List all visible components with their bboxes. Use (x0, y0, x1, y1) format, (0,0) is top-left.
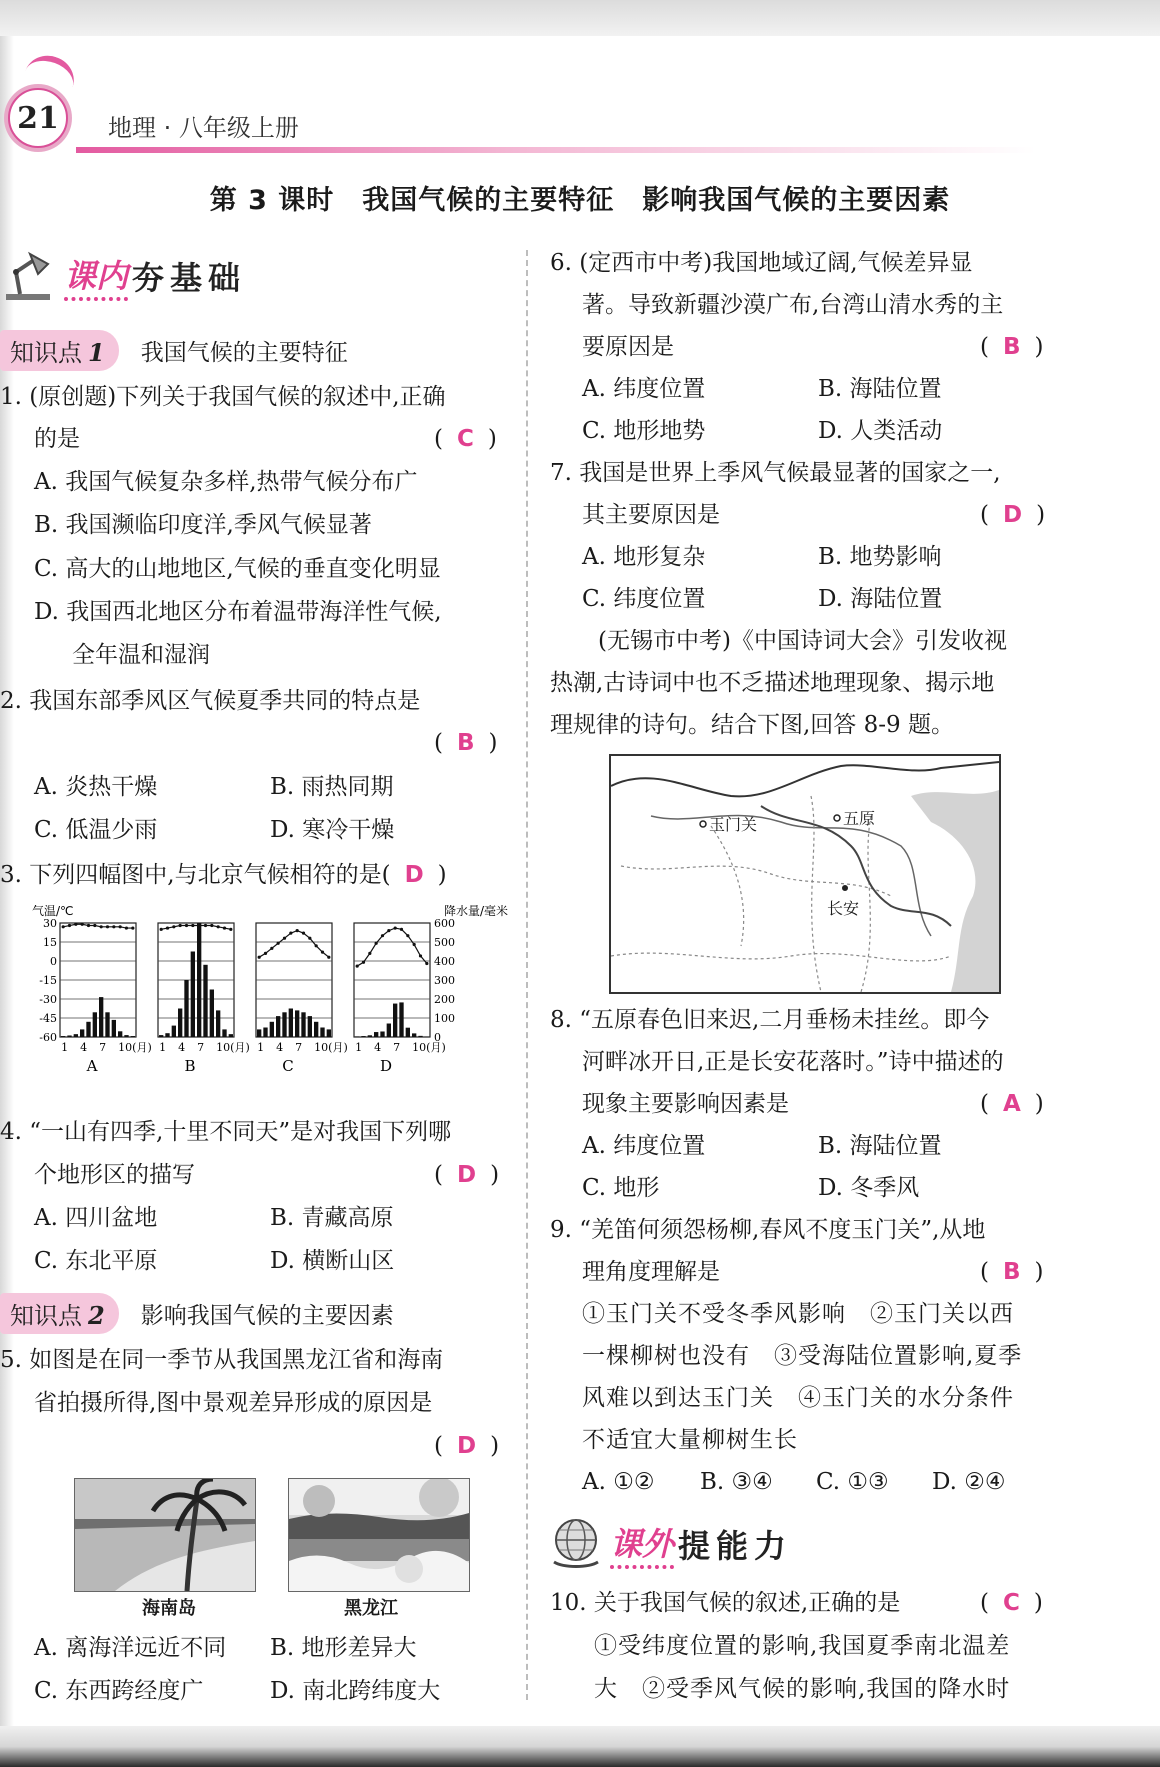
precip-tick-label: 300 (434, 974, 455, 987)
q4-option-d: D. 横断山区 (270, 1248, 395, 1274)
answer-letter: D (456, 1162, 477, 1188)
map-label-wuyuan: 五原 (843, 809, 876, 828)
temp-point-A-6 (93, 924, 96, 927)
q8-line1: 8. “五原春色旧来迟,二月垂杨未挂丝。即今 (550, 1007, 990, 1033)
x-tick-label: 1 (61, 1041, 69, 1054)
top-edge (0, 0, 1160, 36)
precip-bar-C-9 (308, 1016, 312, 1037)
temp-tick-label: -15 (39, 974, 57, 987)
q9-answer: ( B ) (980, 1259, 1044, 1285)
temp-point-D-6 (387, 929, 390, 932)
kp-number: 2 (88, 1301, 105, 1330)
temp-point-A-2 (68, 924, 71, 927)
map-figure (609, 754, 1001, 994)
precip-bar-B-8 (203, 965, 207, 1037)
precip-tick-label: 0 (434, 1031, 441, 1044)
temp-point-B-6 (191, 924, 194, 927)
precip-bar-B-1 (159, 1035, 163, 1037)
precip-bar-B-12 (229, 1034, 233, 1037)
temp-point-B-3 (172, 925, 175, 928)
temp-point-B-7 (198, 924, 201, 927)
x-tick-label: 1 (159, 1041, 167, 1054)
q8-option-d: D. 冬季风 (818, 1175, 920, 1201)
q2-option-c: C. 低温少雨 (34, 817, 158, 843)
q7-option-c: C. 纬度位置 (582, 586, 706, 612)
q3-line1: 3. 下列四幅图中,与北京气候相符的是( D ) (0, 862, 447, 888)
answer-letter: D (456, 1433, 477, 1459)
temp-point-B-8 (204, 924, 207, 927)
temp-point-C-6 (289, 932, 292, 935)
temp-point-C-3 (270, 947, 273, 950)
temp-point-C-8 (302, 932, 305, 935)
answer-letter: A (1002, 1091, 1021, 1117)
q7-line1: 7. 我国是世界上季风气候最显著的国家之一, (550, 460, 1001, 486)
precip-bar-D-1 (355, 1036, 359, 1037)
kp-tag (0, 330, 119, 371)
q5-option-d: D. 南北跨纬度大 (270, 1678, 441, 1704)
q4-line1: 4. “一山有四季,十里不同天”是对我国下列哪 (0, 1119, 452, 1145)
precip-bar-B-4 (178, 1009, 182, 1038)
q6-option-d: D. 人类活动 (818, 418, 943, 444)
q9-statement-2: 一棵柳树也没有 ③受海陆位置影响,夏季 (582, 1343, 1023, 1369)
kp-number: 1 (88, 338, 105, 367)
temp-tick-label: -30 (39, 993, 57, 1006)
answer-letter: B (456, 730, 475, 756)
precip-bar-D-10 (412, 1033, 416, 1037)
precip-bar-A-3 (74, 1034, 78, 1037)
precip-bar-C-2 (263, 1028, 267, 1038)
temp-point-B-5 (185, 924, 188, 927)
precip-bar-A-6 (93, 1012, 97, 1037)
precip-bar-A-1 (61, 1036, 65, 1037)
kp-title: 影响我国气候的主要因素 (140, 1303, 394, 1329)
temp-point-D-8 (400, 928, 403, 931)
temp-point-B-10 (217, 925, 220, 928)
temp-point-C-9 (308, 937, 311, 940)
map-label-yumenguan: 玉门关 (709, 815, 758, 834)
q9-option-b: B. ③④ (700, 1469, 773, 1495)
q9-statement-3: 风难以到达玉门关 ④玉门关的水分条件 (582, 1385, 1014, 1411)
q5-line1: 5. 如图是在同一季节从我国黑龙江省和海南 (0, 1347, 444, 1373)
precip-tick-label: 500 (434, 936, 455, 949)
precip-bar-D-6 (387, 1024, 391, 1037)
temp-point-C-12 (327, 956, 330, 959)
precip-bar-C-10 (314, 1022, 318, 1037)
q2-option-b: B. 雨热同期 (270, 774, 394, 800)
precip-bar-A-4 (80, 1029, 84, 1037)
china-north-map (611, 756, 999, 992)
intro-line3: 理规律的诗句。结合下图,回答 8-9 题。 (550, 712, 954, 738)
temp-point-D-4 (375, 942, 378, 945)
kp-tag (0, 1293, 119, 1334)
q3-text: 3. 下列四幅图中,与北京气候相符的是 (0, 862, 382, 888)
temp-point-B-11 (223, 926, 226, 929)
temp-point-B-1 (160, 928, 163, 931)
answer-letter: C (1002, 1590, 1020, 1616)
temp-tick-label: 30 (43, 917, 57, 930)
q6-line2: 著。导致新疆沙漠广布,台湾山清水秀的主 (582, 292, 1004, 318)
q6-line3: 要原因是 (582, 334, 674, 360)
photo-caption-heilongjiang: 黑龙江 (344, 1598, 398, 1619)
precip-bar-A-2 (67, 1035, 71, 1037)
q5-line2: 省拍摄所得,图中景观差异形成的原因是 (34, 1390, 433, 1416)
temp-point-D-12 (425, 962, 428, 965)
section-title: 夯基础 (132, 259, 247, 297)
x-tick-label: 10(月) (118, 1041, 152, 1054)
precip-bar-B-3 (172, 1026, 176, 1037)
lesson-title: 第 3 课时 我国气候的主要特征 影响我国气候的主要因素 (209, 185, 951, 216)
q9-option-a: A. ①② (582, 1469, 655, 1495)
q10-line1: 10. 关于我国气候的叙述,正确的是 (550, 1590, 901, 1616)
q9-line2: 理角度理解是 (582, 1259, 720, 1285)
intro-line2: 热潮,古诗词中也不乏描述地理现象、揭示地 (550, 670, 995, 696)
temp-point-D-1 (356, 964, 359, 967)
ylabel-right: 降水量/毫米 (443, 905, 508, 918)
precip-tick-label: 400 (434, 955, 455, 968)
x-tick-label: 10(月) (412, 1041, 446, 1054)
precip-bar-D-5 (380, 1031, 384, 1037)
precip-bar-C-5 (282, 1012, 286, 1037)
precip-bar-B-10 (216, 1010, 220, 1037)
x-tick-label: 4 (374, 1041, 382, 1054)
temp-line-B (161, 926, 231, 930)
precip-bar-B-9 (210, 990, 214, 1038)
answer-letter: B (1002, 1259, 1021, 1285)
precip-bar-C-4 (276, 1016, 280, 1037)
temp-point-A-3 (74, 923, 77, 926)
answer-letter: D (1002, 502, 1023, 528)
q5-answer: ( D ) (434, 1433, 500, 1459)
temp-tick-label: 0 (50, 955, 57, 968)
x-tick-label: 10(月) (314, 1041, 348, 1054)
page-number: 21 (8, 88, 68, 148)
q6-answer: ( B ) (980, 334, 1044, 360)
knowledge-point-1 (0, 330, 348, 371)
photo-heilongjiang (288, 1478, 470, 1592)
precip-bar-C-7 (295, 1010, 299, 1037)
q9-line1: 9. “羌笛何须怨杨柳,春风不度玉门关”,从地 (550, 1217, 986, 1243)
q1-line1: 1. (原创题)下列关于我国气候的叙述中,正确 (0, 384, 446, 410)
panel-label-D: D (379, 1057, 393, 1075)
temp-point-C-7 (296, 929, 299, 932)
temp-point-B-2 (166, 926, 169, 929)
precip-bar-A-12 (131, 1036, 135, 1037)
temp-point-D-11 (419, 954, 422, 957)
precip-bar-C-3 (270, 1022, 274, 1037)
x-tick-label: 4 (178, 1041, 186, 1054)
kp-title: 我国气候的主要特征 (140, 340, 348, 366)
temp-point-A-4 (81, 923, 84, 926)
q9-statement-4: 不适宜大量柳树生长 (582, 1427, 798, 1453)
precip-bar-C-11 (320, 1028, 324, 1038)
q8-answer: ( A ) (980, 1091, 1044, 1117)
intro-line1: (无锡市中考)《中国诗词大会》引发收视 (598, 628, 1007, 654)
q6-option-a: A. 纬度位置 (582, 376, 706, 402)
x-tick-label: 10(月) (216, 1041, 250, 1054)
q5-option-a: A. 离海洋远近不同 (34, 1635, 227, 1661)
q7-option-a: A. 地形复杂 (582, 544, 706, 570)
page-number-badge (4, 84, 72, 152)
answer-letter: B (1002, 334, 1021, 360)
q7-answer: ( D ) (980, 502, 1046, 528)
bottom-edge (0, 1726, 1160, 1767)
photo-caption-hainan: 海南岛 (142, 1598, 196, 1619)
x-tick-label: 4 (276, 1041, 284, 1054)
q1-option-c: C. 高大的山地地区,气候的垂直变化明显 (34, 556, 441, 582)
q6-option-b: B. 海陆位置 (818, 376, 942, 402)
temp-point-B-4 (179, 924, 182, 927)
desk-lamp-icon (2, 250, 58, 302)
temp-line-D (357, 928, 427, 966)
q9-option-c: C. ①③ (816, 1469, 889, 1495)
q10-answer: ( C ) (980, 1590, 1043, 1616)
precip-bar-A-8 (105, 1012, 109, 1037)
q8-option-a: A. 纬度位置 (582, 1133, 706, 1159)
temp-point-C-11 (321, 951, 324, 954)
precip-bar-B-7 (197, 923, 201, 1037)
precip-bar-D-11 (418, 1036, 422, 1037)
temp-tick-label: 15 (43, 936, 57, 949)
q7-option-d: D. 海陆位置 (818, 586, 943, 612)
precip-bar-D-4 (374, 1032, 378, 1037)
q1-option-d: D. 我国西北地区分布着温带海洋性气候, (34, 599, 442, 625)
q8-line3: 现象主要影响因素是 (582, 1091, 789, 1117)
temp-point-C-2 (264, 952, 267, 955)
temp-line-A (63, 924, 133, 928)
q1-option-b: B. 我国濒临印度洋,季风气候显著 (34, 512, 372, 538)
precip-bar-D-7 (393, 1004, 397, 1037)
precip-bar-A-11 (124, 1035, 128, 1037)
temp-point-C-4 (277, 942, 280, 945)
q2-option-d: D. 寒冷干燥 (270, 817, 395, 843)
temp-point-D-3 (368, 952, 371, 955)
precip-bar-C-8 (301, 1012, 305, 1037)
q1-option-d-cont: 全年温和湿润 (72, 642, 210, 668)
climate-charts (30, 905, 510, 1080)
answer-letter: C (456, 426, 474, 452)
precip-bar-B-2 (165, 1033, 169, 1037)
x-tick-label: 7 (295, 1041, 303, 1054)
section-header-basic (2, 250, 246, 302)
temp-point-D-2 (362, 961, 365, 964)
precip-bar-A-5 (86, 1022, 90, 1037)
ylabel-left: 气温/℃ (32, 905, 74, 918)
precip-bar-A-9 (112, 1020, 116, 1037)
temp-point-C-5 (283, 937, 286, 940)
q1-answer: ( C ) (434, 426, 497, 452)
temp-point-C-1 (258, 956, 261, 959)
temp-point-A-5 (87, 924, 90, 927)
precip-bar-B-6 (191, 952, 195, 1038)
q6-line1: 6. (定西市中考)我国地域辽阔,气候差异显 (550, 250, 973, 276)
temp-point-A-10 (119, 925, 122, 928)
q8-option-c: C. 地形 (582, 1175, 660, 1201)
knowledge-point-2 (0, 1293, 394, 1334)
x-tick-label: 7 (197, 1041, 205, 1054)
map-label-changan: 长安 (827, 899, 860, 918)
q1-option-a: A. 我国气候复杂多样,热带气候分布广 (34, 469, 418, 495)
temp-point-A-11 (125, 926, 128, 929)
precip-bar-B-5 (184, 980, 188, 1037)
q2-line1: 2. 我国东部季风区气候夏季共同的特点是 (0, 688, 421, 714)
section-header-extension (548, 1518, 792, 1570)
precip-bar-C-1 (257, 1029, 261, 1037)
x-tick-label: 1 (257, 1041, 265, 1054)
temp-point-D-10 (413, 943, 416, 946)
temp-point-A-8 (106, 925, 109, 928)
temp-point-A-12 (131, 926, 134, 929)
temp-point-B-9 (210, 924, 213, 927)
q8-option-b: B. 海陆位置 (818, 1133, 942, 1159)
x-tick-label: 4 (80, 1041, 88, 1054)
q4-answer: ( D ) (434, 1162, 500, 1188)
section-title-accent: 课内 (64, 251, 128, 301)
q9-option-d: D. ②④ (932, 1469, 1006, 1495)
column-divider (526, 250, 528, 1700)
panel-label-A: A (86, 1057, 98, 1075)
q5-option-c: C. 东西跨经度广 (34, 1678, 204, 1704)
temp-point-D-9 (406, 934, 409, 937)
q4-option-b: B. 青藏高原 (270, 1205, 394, 1231)
precip-bar-D-3 (368, 1035, 372, 1037)
x-tick-label: 7 (99, 1041, 107, 1054)
x-tick-label: 7 (393, 1041, 401, 1054)
panel-label-B: B (184, 1057, 196, 1075)
x-tick-label: 1 (355, 1041, 363, 1054)
precip-tick-label: 600 (434, 917, 455, 930)
temp-point-A-1 (62, 925, 65, 928)
temp-tick-label: -60 (39, 1031, 57, 1044)
precip-bar-C-6 (289, 1009, 293, 1038)
panel-label-C: C (282, 1057, 294, 1075)
temp-line-C (259, 931, 329, 958)
precip-bar-D-8 (399, 1002, 403, 1037)
photo-hainan (74, 1478, 256, 1592)
precip-bar-D-2 (361, 1036, 365, 1037)
precip-bar-C-12 (327, 1029, 331, 1037)
kp-label: 知识点 (10, 339, 82, 367)
q4-option-c: C. 东北平原 (34, 1248, 158, 1274)
temp-point-B-12 (229, 928, 232, 931)
header-rule (76, 147, 1036, 153)
temp-point-D-5 (381, 934, 384, 937)
precip-tick-label: 100 (434, 1012, 455, 1025)
q6-option-c: C. 地形地势 (582, 418, 706, 444)
q9-statement-1: ①玉门关不受冬季风影响 ②玉门关以西 (582, 1301, 1014, 1327)
precip-bar-B-11 (222, 1029, 226, 1037)
q8-line2: 河畔冰开日,正是长安花落时。”诗中描述的 (582, 1049, 1004, 1075)
q4-option-a: A. 四川盆地 (34, 1205, 158, 1231)
temp-point-D-7 (394, 926, 397, 929)
q1-line2: 的是 (34, 426, 80, 452)
precip-bar-A-7 (99, 997, 103, 1037)
running-head: 地理 · 八年级上册 (108, 114, 299, 142)
precip-bar-A-10 (118, 1031, 122, 1037)
section-title-accent: 课外 (610, 1519, 674, 1569)
kp-label: 知识点 (10, 1302, 82, 1330)
q2-option-a: A. 炎热干燥 (34, 774, 158, 800)
temp-point-C-10 (315, 944, 318, 947)
temp-point-A-9 (112, 925, 115, 928)
q10-statement-2: 大 ②受季风气候的影响,我国的降水时 (594, 1676, 1011, 1702)
precip-bar-D-9 (406, 1028, 410, 1037)
q7-line2: 其主要原因是 (582, 502, 720, 528)
q2-answer: ( B ) (434, 730, 498, 756)
q10-statement-1: ①受纬度位置的影响,我国夏季南北温差 (594, 1633, 1011, 1659)
temp-tick-label: -45 (39, 1012, 57, 1025)
q7-option-b: B. 地势影响 (818, 544, 942, 570)
q5-option-b: B. 地形差异大 (270, 1635, 417, 1661)
globe-icon (548, 1518, 604, 1570)
temp-point-A-7 (100, 925, 103, 928)
section-title: 提能力 (678, 1527, 793, 1565)
q4-line2: 个地形区的描写 (34, 1162, 195, 1188)
answer-letter: D (404, 862, 424, 888)
precip-tick-label: 200 (434, 993, 455, 1006)
